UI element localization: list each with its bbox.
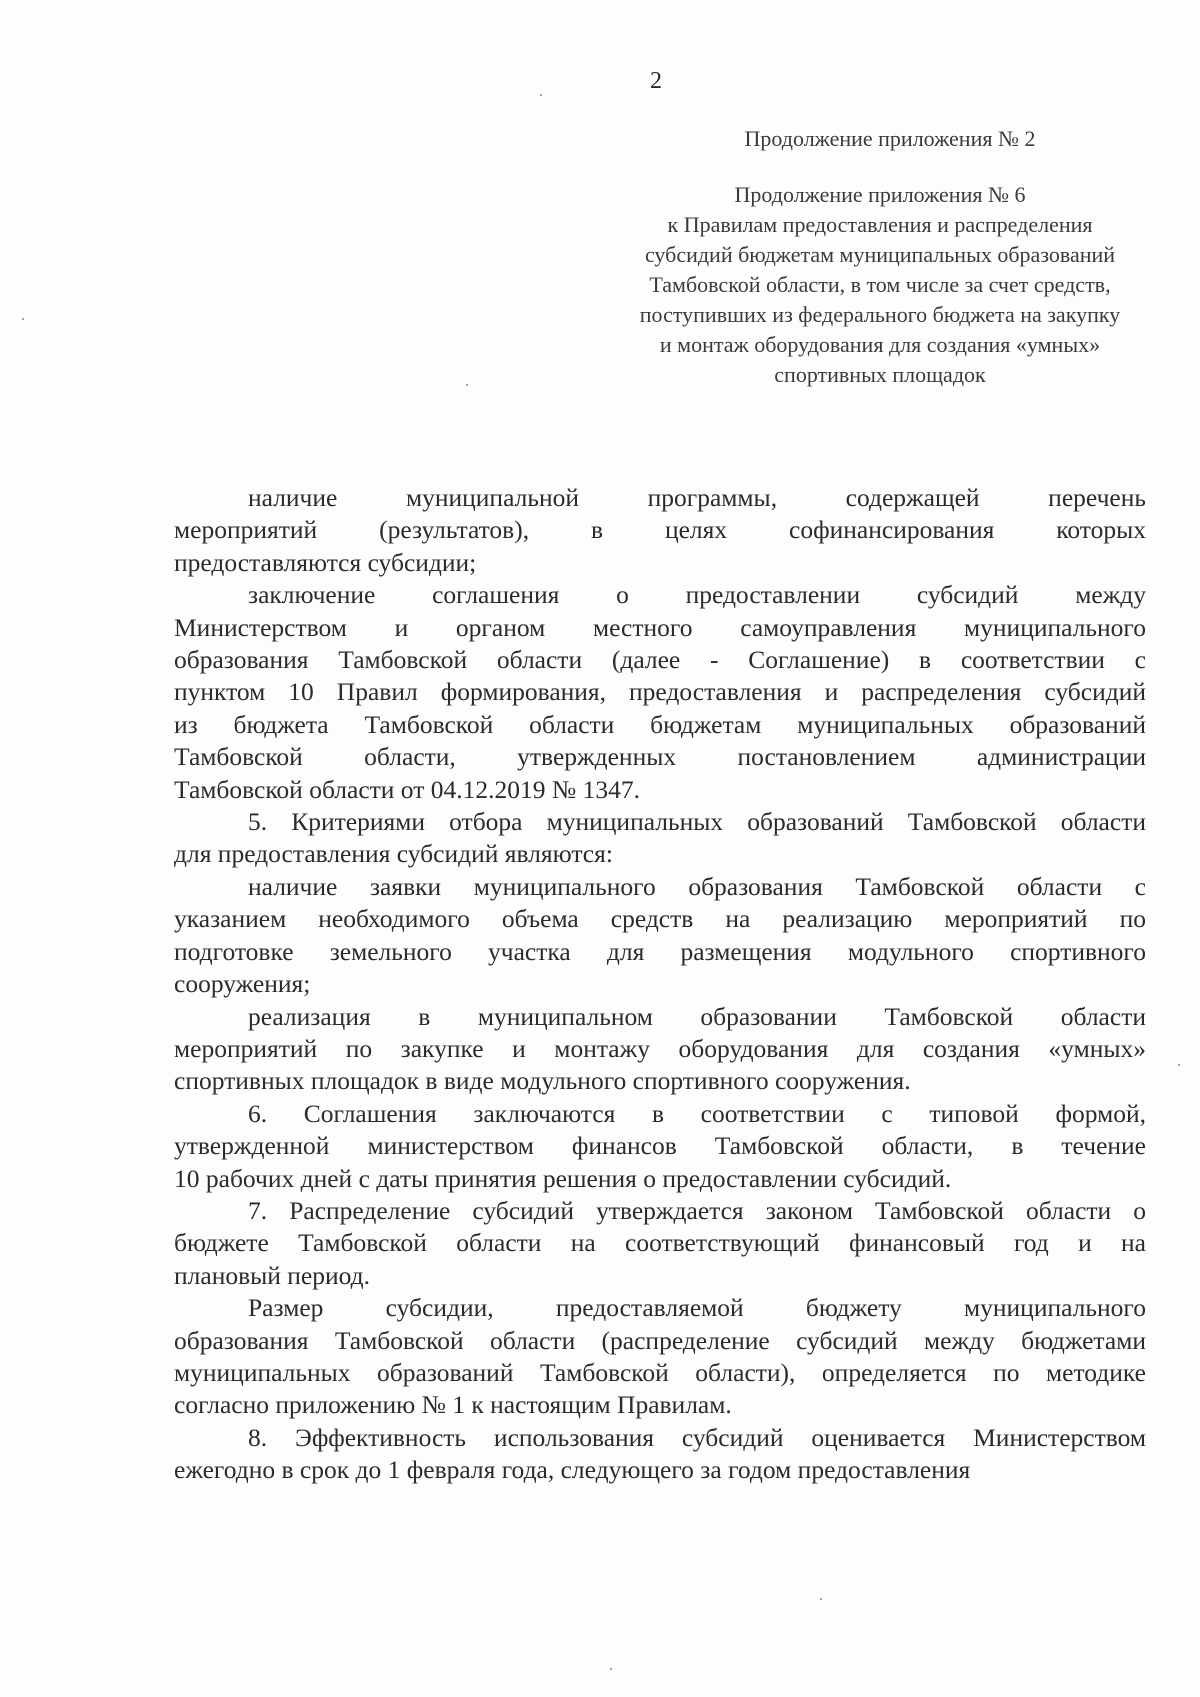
continuation-appendix-2-header: Продолжение приложения № 2 (744, 126, 1036, 151)
scan-speck (466, 384, 468, 386)
header-line: субсидий бюджетам муниципальных образований (644, 242, 1116, 267)
paragraph-line: ежегодно в срок до 1 февраля года, следующего за годом предоставления (174, 1455, 971, 1485)
paragraph-line: подготовке земельного участка для размещения модульного спортивного (174, 936, 1146, 966)
paragraph-line: 8. Эффективность использования субсидий оценивается Министерством (248, 1422, 1146, 1452)
paragraph (174, 1001, 1146, 1098)
paragraph-line: образования Тамбовской области (далее - Соглашение) в соответствии с (174, 645, 1146, 675)
scan-speck (540, 94, 542, 96)
paragraph-line: спортивных площадок в виде модульного спортивного сооружения. (174, 1066, 911, 1096)
header-line: и монтаж оборудования для создания «умных» (659, 332, 1101, 357)
paragraph-line: мероприятий (результатов), в целях софинансирования которых (174, 515, 1146, 545)
paragraph (174, 1098, 1146, 1195)
document-body (174, 482, 1146, 1487)
paragraph (174, 1292, 1146, 1422)
paragraph (174, 871, 1146, 1001)
paragraph-line: 5. Критериями отбора муниципальных образований Тамбовской области (248, 807, 1146, 837)
paragraph (174, 806, 1146, 871)
paragraph-line: пунктом 10 Правил формирования, предоставления и распределения субсидий (174, 677, 1146, 707)
paragraph-line: бюджете Тамбовской области на соответствующий финансовый год и на (174, 1228, 1146, 1258)
paragraph-line: согласно приложению № 1 к настоящим Правилам. (174, 1390, 732, 1420)
header-line: к Правилам предоставления и распределения (667, 212, 1093, 237)
paragraph-line: указанием необходимого объема средств на реализацию мероприятий по (174, 904, 1146, 934)
paragraph-line: образования Тамбовской области (распределение субсидий между бюджетами (174, 1325, 1146, 1355)
paragraph-line: предоставляются субсидии; (174, 547, 477, 577)
paragraph (174, 1195, 1146, 1292)
header-line: Продолжение приложения № 6 (734, 182, 1026, 207)
paragraph-line: реализация в муниципальном образовании Тамбовской области (248, 1001, 1146, 1031)
paragraph-line: наличие муниципальной программы, содержащей перечень (248, 483, 1146, 512)
paragraph-line: из бюджета Тамбовской области бюджетам муниципальных образований (174, 709, 1146, 739)
paragraph-line: сооружения; (174, 969, 311, 999)
paragraph-line: заключение соглашения о предоставлении субсидий между (248, 580, 1146, 610)
paragraph-line: 10 рабочих дней с даты принятия решения о предоставлении субсидий. (174, 1163, 952, 1193)
paragraph (174, 579, 1146, 806)
scan-speck (22, 318, 24, 320)
scan-speck (1178, 1064, 1180, 1066)
header-line: спортивных площадок (774, 362, 986, 387)
paragraph-line: плановый период. (174, 1260, 371, 1290)
paragraph-line: муниципальных образований Тамбовской области), определяется по методике (174, 1357, 1146, 1387)
paragraph-line: Тамбовской области от 04.12.2019 № 1347. (174, 774, 640, 804)
scan-speck (610, 1668, 612, 1670)
paragraph-line: утвержденной министерством финансов Тамбовской области, в течение (174, 1131, 1146, 1161)
paragraph-line: Тамбовской области, утвержденных постановлением администрации (174, 742, 1146, 772)
paragraph (174, 1422, 1146, 1487)
paragraph-line: Размер субсидии, предоставляемой бюджету муниципального (248, 1293, 1146, 1323)
scan-speck (820, 1598, 822, 1600)
page-number: 2 (650, 68, 662, 94)
paragraph-line: 6. Соглашения заключаются в соответствии с типовой формой, (248, 1098, 1146, 1128)
paragraph-line: 7. Распределение субсидий утверждается законом Тамбовской области о (248, 1195, 1146, 1225)
header-line: поступивших из федерального бюджета на закупку (639, 302, 1121, 327)
header-line: Тамбовской области, в том числе за счет средств, (649, 272, 1111, 297)
paragraph-line: Министерством и органом местного самоуправления муниципального (174, 612, 1146, 642)
paragraph-line: мероприятий по закупке и монтажу оборудования для создания «умных» (174, 1033, 1146, 1063)
paragraph-line: для предоставления субсидий являются: (174, 839, 613, 869)
continuation-appendix-6-header (590, 180, 1170, 390)
paragraph-line: наличие заявки муниципального образования Тамбовской области с (248, 871, 1146, 901)
paragraph (174, 482, 1146, 579)
